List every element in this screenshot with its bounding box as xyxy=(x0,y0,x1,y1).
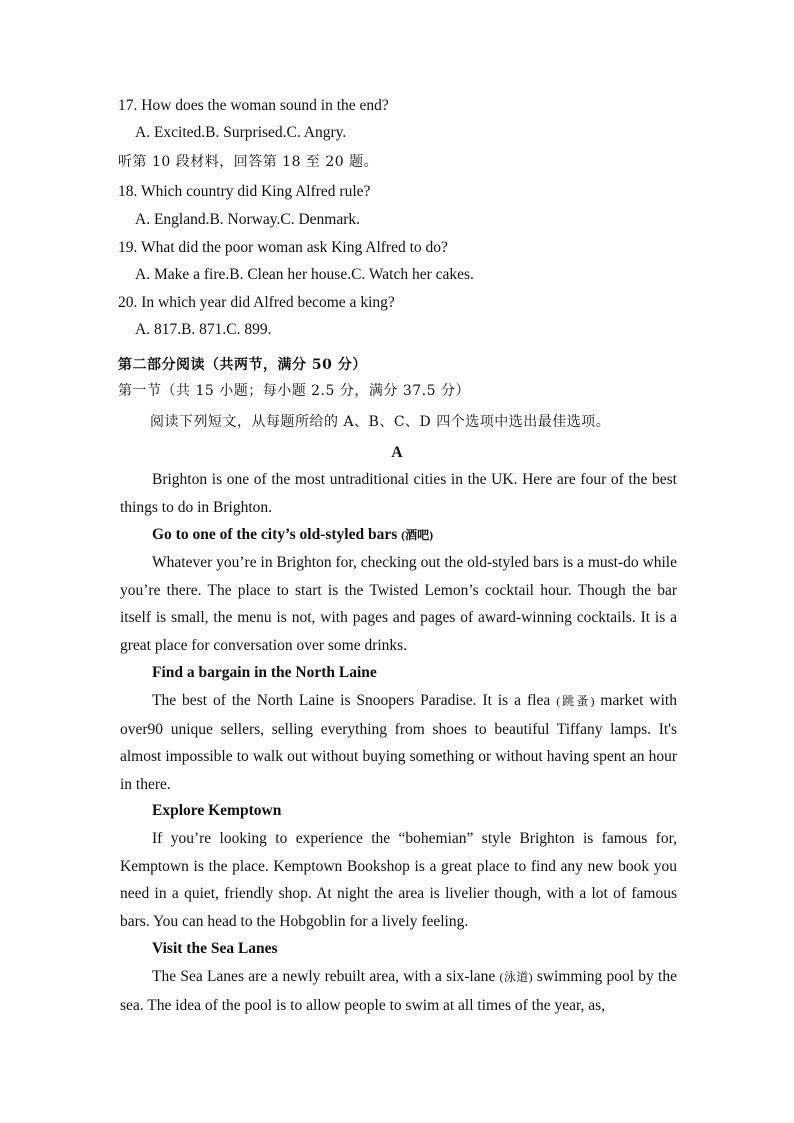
options-20: A. 817.B. 871.C. 899. xyxy=(135,321,272,338)
section-body-bars: Whatever you’re in Brighton for, checking out the old-styled bars is a must-do while you’re there. The place to start is the Twisted Lemon’s cocktail hour. Though the bar itself is small, the menu is not, with pages and pages of award-winning cocktails. It is a great place for conversation over some drinks. xyxy=(120,554,677,654)
question-18: 18. Which country did King Alfred rule? xyxy=(118,183,371,200)
body-text: The Sea Lanes are a newly rebuilt area, with a six-lane xyxy=(152,968,500,985)
section-heading-sea-lanes: Visit the Sea Lanes xyxy=(152,940,278,957)
section-body-sea-lanes xyxy=(120,963,677,1019)
section-body-north-laine xyxy=(120,687,677,798)
body-text: The best of the North Laine is Snoopers Paradise. It is a flea xyxy=(152,692,557,709)
body-text: market with over90 unique sellers, selling everything from shoes to beautiful Tiffany lamps. It's almost impossible to walk out without buying something or without having spent an hour in there. xyxy=(120,692,677,793)
section-heading-bars xyxy=(152,525,433,545)
section-body-kemptown: If you’re looking to experience the “bohemian” style Brighton is famous for, Kemptown is the place. Kemptown Bookshop is a great place to find any new book you need in a quiet, friendly shop. At night the area is livelier though, with a lot of famous bars. You can head to the Hobgoblin for a lively feeling. xyxy=(120,830,677,930)
heading-text: Go to one of the city’s old-styled bars xyxy=(152,526,398,543)
chinese-note: (酒吧) xyxy=(401,528,434,542)
options-19: A. Make a fire.B. Clean her house.C. Watch her cakes. xyxy=(135,266,474,283)
section-one-title: 第一节（共 15 小题；每小题 2.5 分，满分 37.5 分） xyxy=(118,383,470,399)
question-17: 17. How does the woman sound in the end? xyxy=(118,97,389,114)
passage-letter: A xyxy=(391,444,403,461)
chinese-note: (泳道) xyxy=(499,970,533,984)
chinese-note: (跳蚤) xyxy=(556,694,595,708)
question-19: 19. What did the poor woman ask King Alfred to do? xyxy=(118,239,448,256)
reading-instruction: 阅读下列短文，从每题所给的 A、B、C、D 四个选项中选出最佳选项。 xyxy=(150,414,611,430)
intro-paragraph: Brighton is one of the most untraditional cities in the UK. Here are four of the best things to do in Brighton. xyxy=(120,471,677,516)
section-heading-kemptown: Explore Kemptown xyxy=(152,802,282,819)
body-text: swimming pool by the sea. The idea of the pool is to allow people to swim at all times of the year, as, xyxy=(120,968,677,1014)
options-17: A. Excited.B. Surprised.C. Angry. xyxy=(135,124,347,141)
options-18: A. England.B. Norway.C. Denmark. xyxy=(135,211,360,228)
listening-instruction: 听第 10 段材料，回答第 18 至 20 题。 xyxy=(118,154,379,170)
question-20: 20. In which year did Alfred become a king? xyxy=(118,294,395,311)
section-heading-north-laine: Find a bargain in the North Laine xyxy=(152,664,377,681)
part-two-title: 第二部分阅读（共两节，满分 50 分） xyxy=(118,357,367,373)
